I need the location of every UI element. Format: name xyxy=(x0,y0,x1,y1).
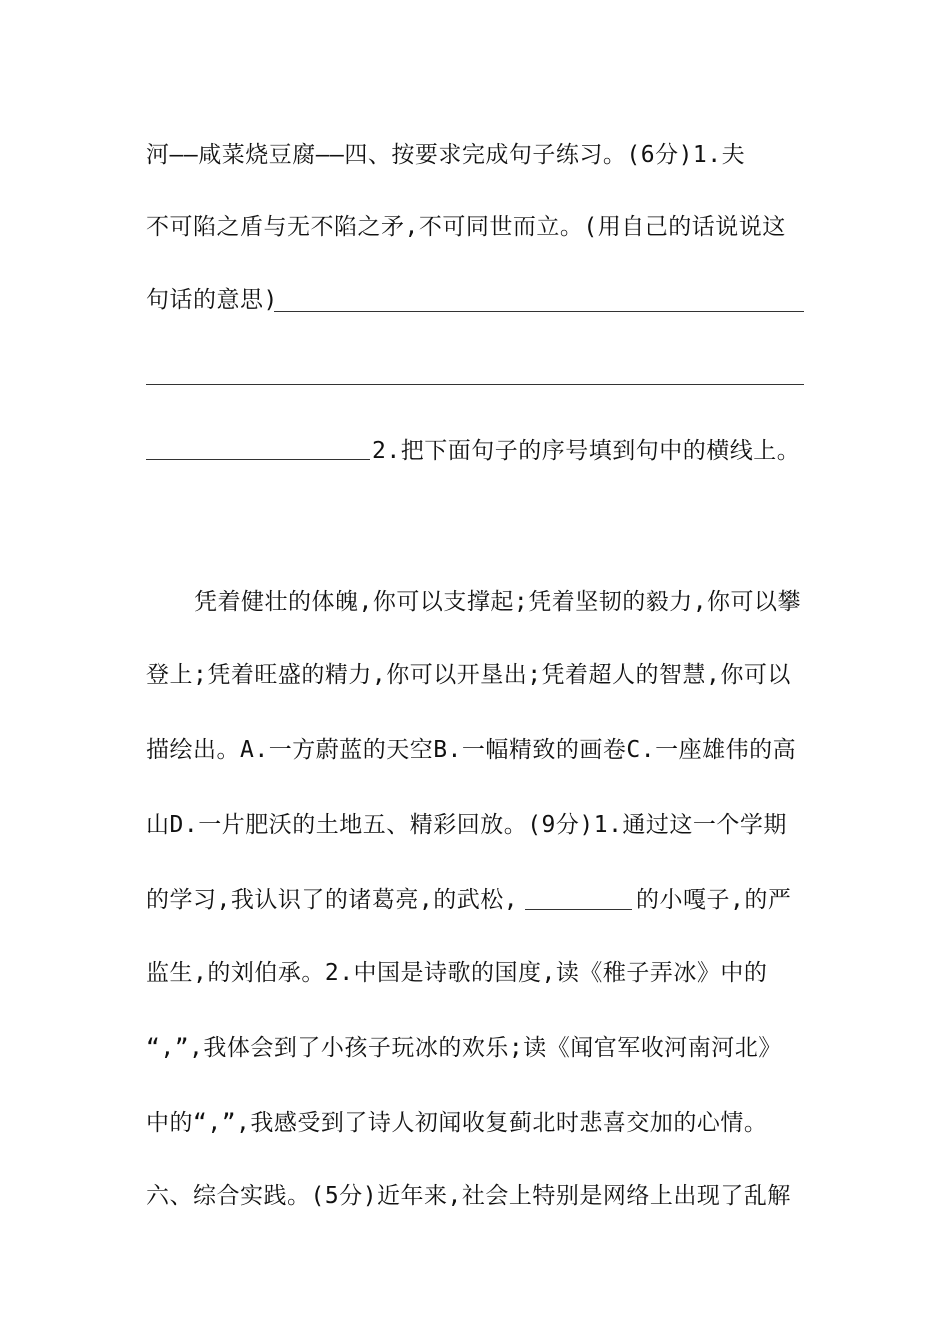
text-line-4: 2.把下面句子的序号填到句中的横线上。 xyxy=(372,438,801,464)
text-line-3: 句话的意思) xyxy=(146,287,278,313)
text-line-1: 河——咸菜烧豆腐——四、按要求完成句子练习。(6分)1.夫 xyxy=(146,142,746,168)
text-line-2: 不可陷之盾与无不陷之矛,不可同世而立。(用自己的话说说这 xyxy=(146,214,786,240)
answer-blank-3 xyxy=(146,459,370,460)
text-line-5: 凭着健壮的体魄,你可以支撑起;凭着坚韧的毅力,你可以攀 xyxy=(194,589,802,615)
text-line-8: 山D.一片肥沃的土地五、精彩回放。(9分)1.通过这一个学期 xyxy=(146,812,787,838)
answer-blank-1 xyxy=(274,311,804,312)
text-line-10: 监生,的刘伯承。2.中国是诗歌的国度,读《稚子弄冰》中的 xyxy=(146,960,768,986)
answer-blank-2 xyxy=(146,384,804,385)
text-line-12: 中的“,”,我感受到了诗人初闻收复蓟北时悲喜交加的心情。 xyxy=(146,1110,768,1136)
text-line-6: 登上;凭着旺盛的精力,你可以开垦出;凭着超人的智慧,你可以 xyxy=(146,662,791,688)
answer-blank-4 xyxy=(525,909,632,910)
text-line-9b: 的小嘎子,的严 xyxy=(636,887,792,913)
text-line-13: 六、综合实践。(5分)近年来,社会上特别是网络上出现了乱解 xyxy=(146,1183,791,1209)
text-line-7: 描绘出。A.一方蔚蓝的天空B.一幅精致的画卷C.一座雄伟的高 xyxy=(146,737,797,763)
text-line-9a: 的学习,我认识了的诸葛亮,的武松, xyxy=(146,887,519,913)
text-line-11: “,”,我体会到了小孩子玩冰的欢乐;读《闻官军收河南河北》 xyxy=(146,1035,782,1061)
